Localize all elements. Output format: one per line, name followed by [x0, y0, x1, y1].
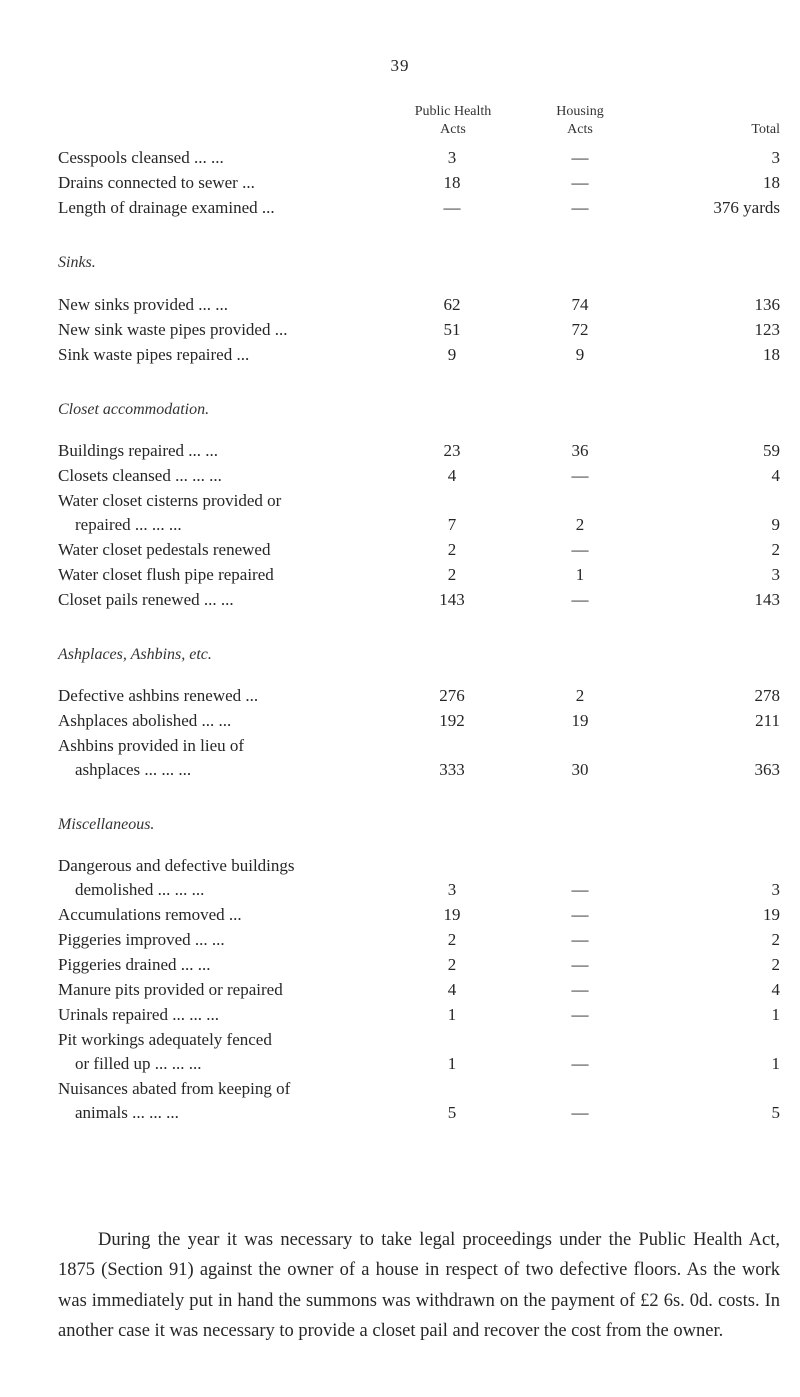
total-value: 211 — [755, 711, 780, 730]
housing-value: — — [571, 1054, 589, 1073]
public-health-value: 3 — [447, 148, 457, 167]
total-value: 3 — [771, 880, 780, 899]
column-header-line: Acts — [567, 122, 593, 137]
column-header-line: Public Health — [414, 104, 492, 119]
total-value: 363 — [754, 760, 780, 779]
row-label: Cesspools cleansed ... ... — [58, 148, 224, 167]
total-value: 1 — [771, 1054, 780, 1073]
housing-value: — — [571, 905, 589, 924]
housing-value: 9 — [575, 345, 585, 364]
legal-proceedings-paragraph: During the year it was necessary to take legal proceedings under the Public Health Act, 1875 (Section 91) against the owner of a house in respect of two defective floors. As the work was immediately put in hand the summons was withdrawn on the payment of £2 6s. 0d. costs. In another case it was necessary to provide a closet pail and recover the cost from the owner. — [58, 1229, 780, 1341]
housing-value: 19 — [571, 711, 589, 730]
housing-value: — — [571, 930, 589, 949]
section-heading-closet: Closet accommodation. — [58, 401, 210, 418]
row-label: Pit workings adequately fenced — [58, 1030, 272, 1049]
public-health-value: 3 — [447, 880, 457, 899]
table-row — [0, 952, 800, 978]
total-value: 143 — [754, 590, 780, 609]
table-row-continued — [0, 1076, 800, 1102]
housing-value: 30 — [571, 760, 589, 779]
table-row-continued — [0, 733, 800, 759]
total-value: 2 — [771, 540, 780, 559]
housing-value: 1 — [575, 565, 585, 584]
housing-value: — — [571, 540, 589, 559]
table-row — [0, 512, 800, 538]
total-value: 1 — [771, 1005, 780, 1024]
table-row — [0, 145, 800, 171]
section-heading-miscellaneous: Miscellaneous. — [58, 816, 155, 833]
row-label: or filled up ... ... ... — [58, 1054, 202, 1073]
total-value: 136 — [754, 295, 780, 314]
public-health-value: 2 — [447, 930, 457, 949]
total-value: 376 yards — [713, 198, 780, 217]
housing-value: 36 — [571, 441, 589, 460]
total-value: 4 — [771, 980, 780, 999]
section-heading-sinks: Sinks. — [58, 254, 96, 271]
housing-value: — — [571, 955, 589, 974]
housing-value: — — [571, 148, 589, 167]
public-health-value: 9 — [447, 345, 457, 364]
housing-value: — — [571, 980, 589, 999]
row-label: Accumulations removed ... — [58, 905, 242, 924]
total-value: 3 — [771, 148, 780, 167]
row-label: Piggeries drained ... ... — [58, 955, 211, 974]
table-row — [0, 683, 800, 709]
row-label: demolished ... ... ... — [58, 880, 205, 899]
public-health-value: 62 — [443, 295, 461, 314]
public-health-value: 1 — [447, 1005, 457, 1024]
row-label: Defective ashbins renewed ... — [58, 686, 259, 705]
public-health-value: 2 — [447, 565, 457, 584]
section-heading-ashplaces: Ashplaces, Ashbins, etc. — [58, 646, 212, 663]
table-row — [0, 317, 800, 343]
total-value: 18 — [763, 345, 780, 364]
row-label: Water closet cisterns provided or — [58, 491, 282, 510]
total-value: 2 — [771, 930, 780, 949]
row-label: animals ... ... ... — [58, 1103, 179, 1122]
column-header-line: Housing — [556, 104, 604, 119]
row-label: Piggeries improved ... ... — [58, 930, 225, 949]
table-row — [0, 587, 800, 613]
public-health-value: 7 — [447, 515, 457, 534]
total-value: 123 — [754, 320, 780, 339]
table-row — [0, 757, 800, 783]
public-health-value: 2 — [447, 955, 457, 974]
row-label: Water closet flush pipe repaired — [58, 565, 274, 584]
public-health-value: 143 — [439, 590, 465, 609]
housing-value: 2 — [575, 515, 585, 534]
column-header-public-health — [398, 103, 508, 139]
housing-value: 72 — [571, 320, 589, 339]
table-row — [0, 977, 800, 1003]
row-label: Length of drainage examined ... — [58, 198, 275, 217]
table-row-continued — [0, 488, 800, 514]
housing-value: — — [571, 198, 589, 217]
table-row — [0, 927, 800, 953]
row-label: Buildings repaired ... ... — [58, 441, 219, 460]
housing-value: — — [571, 466, 589, 485]
total-value: 19 — [763, 905, 780, 924]
public-health-value: 23 — [443, 441, 461, 460]
table-row — [0, 195, 800, 221]
housing-value: 2 — [575, 686, 585, 705]
total-value: 5 — [771, 1103, 780, 1122]
table-row — [0, 902, 800, 928]
public-health-value: 5 — [447, 1103, 457, 1122]
table-row — [0, 708, 800, 734]
total-value: 3 — [771, 565, 780, 584]
table-row — [0, 877, 800, 903]
public-health-value: 2 — [447, 540, 457, 559]
housing-value: — — [571, 1103, 589, 1122]
housing-value: — — [571, 880, 589, 899]
housing-value: — — [571, 1005, 589, 1024]
public-health-value: 18 — [443, 173, 461, 192]
row-label: Dangerous and defective buildings — [58, 856, 295, 875]
table-row — [0, 342, 800, 368]
page-number: 39 — [390, 56, 410, 75]
housing-value: 74 — [571, 295, 589, 314]
table-row — [0, 438, 800, 464]
row-label: Closet pails renewed ... ... — [58, 590, 234, 609]
total-value: 2 — [771, 955, 780, 974]
column-header-total: Total — [751, 122, 780, 137]
table-row — [0, 537, 800, 563]
total-value: 9 — [771, 515, 780, 534]
row-label: Sink waste pipes repaired ... — [58, 345, 250, 364]
table-row — [0, 463, 800, 489]
row-label: Drains connected to sewer ... — [58, 173, 255, 192]
total-value: 4 — [771, 466, 780, 485]
row-label: New sinks provided ... ... — [58, 295, 228, 314]
public-health-value: 4 — [447, 980, 457, 999]
total-value: 18 — [763, 173, 780, 192]
row-label: ashplaces ... ... ... — [58, 760, 192, 779]
table-row — [0, 1002, 800, 1028]
row-label: Ashbins provided in lieu of — [58, 736, 245, 755]
housing-value: — — [571, 173, 589, 192]
row-label: Nuisances abated from keeping of — [58, 1079, 291, 1098]
table-row — [0, 170, 800, 196]
column-header-housing — [535, 103, 625, 139]
row-label: Ashplaces abolished ... ... — [58, 711, 232, 730]
public-health-value: 19 — [443, 905, 461, 924]
row-label: Closets cleansed ... ... ... — [58, 466, 222, 485]
row-label: Water closet pedestals renewed — [58, 540, 271, 559]
row-label: Manure pits provided or repaired — [58, 980, 283, 999]
public-health-value: 51 — [443, 320, 461, 339]
table-row — [0, 292, 800, 318]
housing-value: — — [571, 590, 589, 609]
table-row-continued — [0, 1027, 800, 1053]
table-row — [0, 1100, 800, 1126]
public-health-value: — — [443, 198, 461, 217]
public-health-value: 192 — [439, 711, 465, 730]
row-label: repaired ... ... ... — [58, 515, 182, 534]
public-health-value: 4 — [447, 466, 457, 485]
column-header-line: Acts — [440, 122, 466, 137]
public-health-value: 1 — [447, 1054, 457, 1073]
table-row — [0, 1051, 800, 1077]
table-row — [0, 562, 800, 588]
row-label: New sink waste pipes provided ... — [58, 320, 288, 339]
total-value: 278 — [754, 686, 780, 705]
total-value: 59 — [763, 441, 780, 460]
public-health-value: 333 — [439, 760, 465, 779]
row-label: Urinals repaired ... ... ... — [58, 1005, 219, 1024]
public-health-value: 276 — [439, 686, 465, 705]
table-row-continued — [0, 853, 800, 879]
